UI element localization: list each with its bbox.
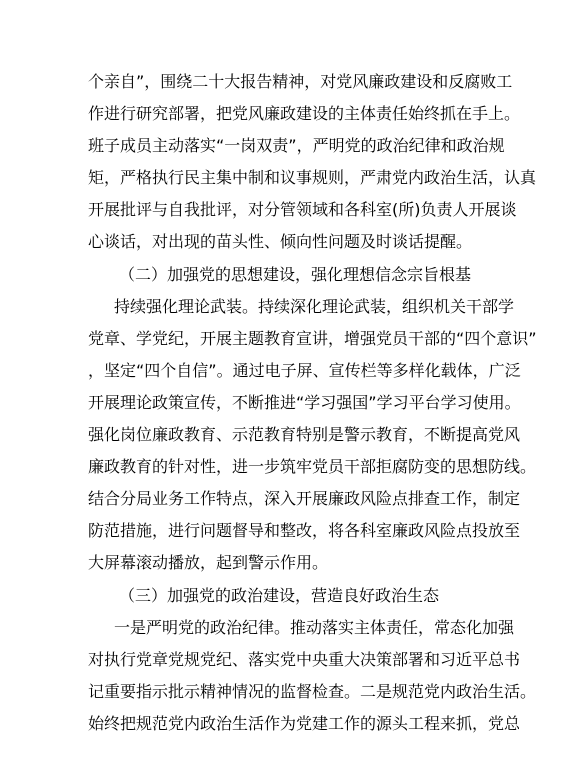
body-text-line: 廉政教育的针对性，进一步筑牢党员干部拒腐防变的思想防线。	[88, 457, 537, 476]
body-text-line: 个亲自”，围绕二十大报告精神，对党风廉政建设和反腐败工	[88, 72, 513, 91]
body-text-line: 一是严明党的政治纪律。推动落实主体责任，常态化加强	[114, 618, 515, 637]
body-text-line: 党章、学党纪，开展主题教育宣讲，增强党员干部的“四个意识”	[88, 329, 537, 348]
body-text-line: 防范措施，进行问题督导和整改，将各科室廉政风险点投放至	[88, 521, 521, 540]
body-text-line: 班子成员主动落实“一岗双责”，严明党的政治纪律和政治规	[88, 136, 505, 155]
body-text-line: 结合分局业务工作特点，深入开展廉政风险点排查工作，制定	[88, 489, 521, 508]
section-heading: （二）加强党的思想建设，强化理想信念宗旨根基	[119, 265, 472, 284]
body-text-line: 矩，严格执行民主集中制和议事规则，严肃党内政治生活，认真	[88, 168, 537, 187]
section-heading: （三）加强党的政治建设，营造良好政治生态	[119, 586, 440, 605]
body-text-line: ，坚定“四个自信”。通过电子屏、宣传栏等多样化载体，广泛	[88, 361, 521, 380]
body-text-line: 强化岗位廉政教育、示范教育特别是警示教育，不断提高党风	[88, 425, 521, 444]
body-text-line: 大屏幕滚动播放，起到警示作用。	[88, 553, 329, 572]
body-text-line: 作进行研究部署，把党风廉政建设的主体责任始终抓在手上。	[88, 104, 521, 123]
body-text-line: 持续强化理论武装。持续深化理论武装，组织机关干部学	[114, 297, 515, 316]
body-text-line: 心谈话，对出现的苗头性、倾向性问题及时谈话提醒。	[88, 232, 473, 251]
body-text-line: 记重要指示批示精神情况的监督检查。二是规范党内政治生活。	[88, 682, 537, 701]
body-text-line: 对执行党章党规党纪、落实党中央重大决策部署和习近平总书	[88, 650, 521, 669]
body-text-line: 始终把规范党内政治生活作为党建工作的源头工程来抓，党总	[88, 714, 521, 733]
body-text-line: 开展批评与自我批评，对分管领域和各科室(所)负责人开展谈	[88, 200, 517, 219]
body-text-line: 开展理论政策宣传，不断推进“学习强国”学习平台学习使用。	[88, 393, 521, 412]
